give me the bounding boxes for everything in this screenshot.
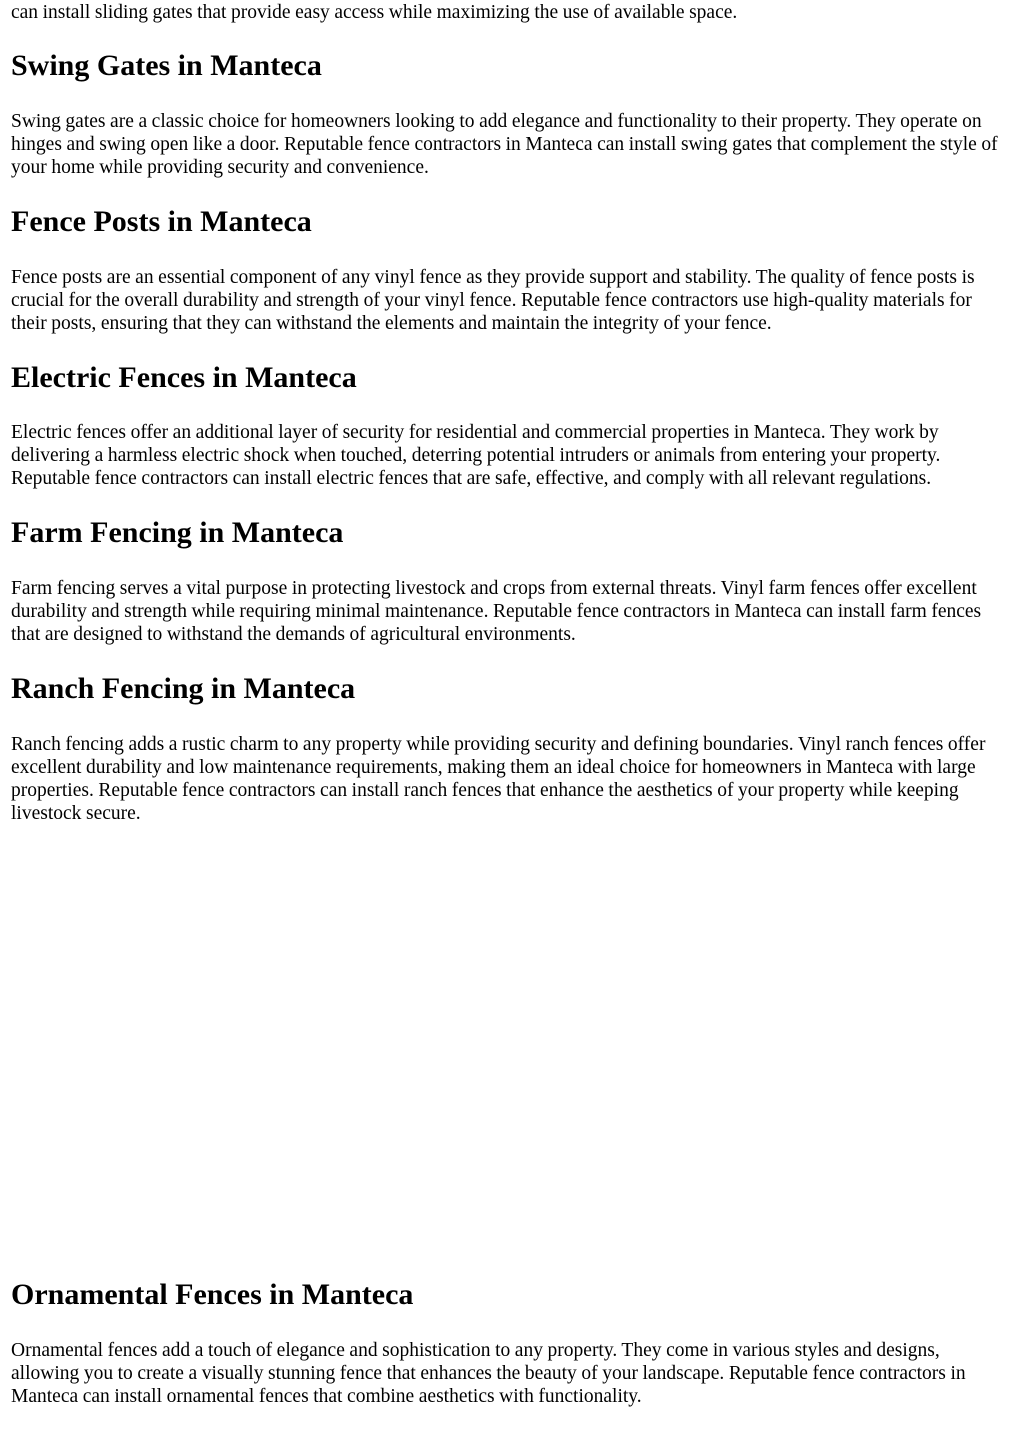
section-heading-fence-posts: Fence Posts in Manteca bbox=[11, 205, 312, 238]
section-body-electric-fences: Electric fences offer an additional layer of security for residential and commercial properties in Manteca. They work by delivering a harmless electric shock when touched, deterring potential intruders or animals from entering your property. Reputable fence contractors can install electric fences that are safe, effective, and comply with all relevant regulations. bbox=[11, 422, 941, 489]
section-body-swing-gates: Swing gates are a classic choice for homeowners looking to add elegance and functionality to their property. They operate on hinges and swing open like a door. Reputable fence contractors in Manteca can install swing gates that complement the style of your home while providing security and convenience. bbox=[11, 111, 998, 178]
intro-paragraph-fragment: can install sliding gates that provide easy access while maximizing the use of available space. bbox=[11, 2, 738, 23]
section-heading-ranch-fencing: Ranch Fencing in Manteca bbox=[11, 672, 356, 705]
section-body-ranch-fencing: Ranch fencing adds a rustic charm to any property while providing security and defining boundaries. Vinyl ranch fences offer excellent durability and low maintenance requirements, making them an ideal choice for homeowners in Manteca with large properties. Reputable fence contractors can install ranch fences that enhance the aesthetics of your property while keeping livestock secure. bbox=[11, 734, 986, 824]
section-body-ornamental-fences: Ornamental fences add a touch of elegance and sophistication to any property. They come in various styles and designs, allowing you to create a visually stunning fence that enhances the beauty of your landscape. Reputable fence contractors in Manteca can install ornamental fences that combine aesthetics with functionality. bbox=[11, 1340, 966, 1407]
section-heading-swing-gates: Swing Gates in Manteca bbox=[11, 49, 322, 82]
section-body-farm-fencing: Farm fencing serves a vital purpose in protecting livestock and crops from external threats. Vinyl farm fences offer excellent durability and strength while requiring minimal maintenance. Reputable fence contractors in Manteca can install farm fences that are designed to withstand the demands of agricultural environments. bbox=[11, 578, 982, 645]
section-heading-electric-fences: Electric Fences in Manteca bbox=[11, 361, 357, 394]
section-heading-ornamental-fences: Ornamental Fences in Manteca bbox=[11, 1278, 414, 1311]
section-body-fence-posts: Fence posts are an essential component of any vinyl fence as they provide support and stability. The quality of fence posts is crucial for the overall durability and strength of your vinyl fence. Reputable fence contractors use high-quality materials for their posts, ensuring that they can withstand the elements and maintain the integrity of your fence. bbox=[11, 267, 975, 334]
section-heading-farm-fencing: Farm Fencing in Manteca bbox=[11, 516, 344, 549]
